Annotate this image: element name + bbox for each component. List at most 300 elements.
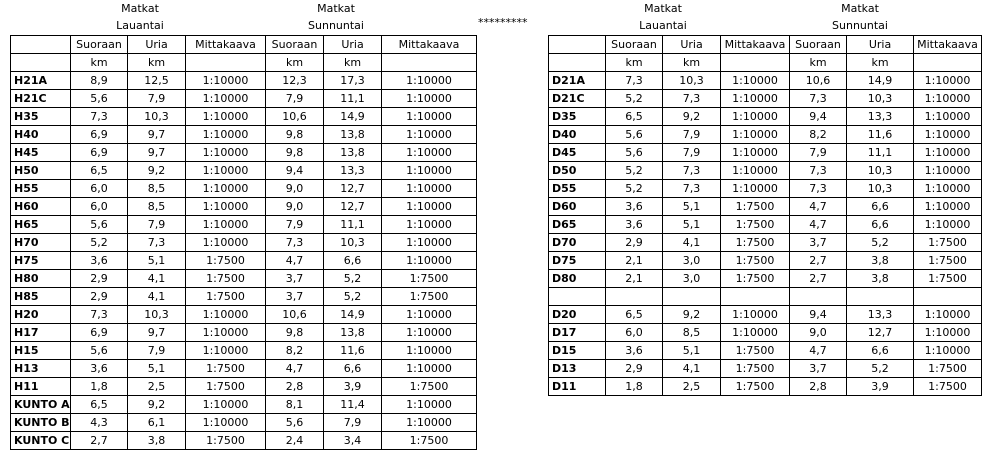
right-table-row-cell-6: 1:10000 [914,324,982,342]
right-units-row-cell-4: km [790,54,847,72]
right-table-row-cell-4: 9,4 [790,306,847,324]
left-table-row-cell-2: 10,3 [128,108,186,126]
left-table-row-cell-1: 2,9 [71,270,128,288]
table-row [11,432,477,450]
right-table-row-cell-4: 7,3 [790,90,847,108]
left-table-row-cell-6: 1:10000 [382,108,477,126]
right-table-row-cell-6: 1:7500 [914,270,982,288]
right-table-row-cell-5: 11,1 [847,144,914,162]
right-table-row-cell-0: D60 [549,198,606,216]
table-row [549,126,982,144]
left-table-row-cell-1: 8,9 [71,72,128,90]
left-table-row-cell-4: 8,1 [266,396,324,414]
left-table-row-cell-3: 1:10000 [186,306,266,324]
right-table-row-cell-0: D50 [549,162,606,180]
left-table-row-cell-5: 6,6 [324,360,382,378]
right-table-row-cell-2 [663,288,721,306]
right-table-row-cell-5: 13,3 [847,108,914,126]
right-table-row-cell-4: 2,8 [790,378,847,396]
right-table-row-cell-2: 5,1 [663,198,721,216]
table-row [11,378,477,396]
left-table-row-cell-3: 1:10000 [186,324,266,342]
table-row [549,234,982,252]
right-table-row-cell-1: 6,5 [606,306,663,324]
right-table-row-cell-4: 7,3 [790,180,847,198]
left-units-row-cell-4: km [266,54,324,72]
right-table-row-cell-4: 9,0 [790,324,847,342]
left-table-row-cell-5: 13,8 [324,324,382,342]
table-row [549,108,982,126]
right-table-row-cell-5: 11,6 [847,126,914,144]
left-table-row-cell-3: 1:10000 [186,162,266,180]
right-table-row-cell-4: 2,7 [790,252,847,270]
left-table-row-cell-1: 3,6 [71,360,128,378]
right-table-row-cell-2: 7,3 [663,162,721,180]
table-row [11,360,477,378]
left-table-row-cell-1: 3,6 [71,252,128,270]
right-table-row-cell-5: 3,8 [847,270,914,288]
left-table-row-cell-2: 7,9 [128,342,186,360]
left-table-row-cell-4: 2,8 [266,378,324,396]
right-table-row-cell-3: 1:10000 [721,306,790,324]
right-table-row-cell-4: 3,7 [790,360,847,378]
right-table-row-cell-4 [790,288,847,306]
left-table-row-cell-6: 1:10000 [382,234,477,252]
separator-stars: ********* [478,16,528,29]
right-column-header-row-cell-2: Uria [663,36,721,54]
table-row [11,72,477,90]
left-table-row-cell-2: 7,9 [128,90,186,108]
left-distance-table [10,35,477,450]
right-table-row-cell-6: 1:10000 [914,342,982,360]
left-table-row-cell-6: 1:10000 [382,180,477,198]
left-table-row-cell-2: 9,7 [128,324,186,342]
right-table-row-cell-2: 5,1 [663,216,721,234]
left-table-row-cell-6: 1:10000 [382,216,477,234]
left-table-row-cell-2: 12,5 [128,72,186,90]
left-table-row-cell-4: 7,9 [266,216,324,234]
table-row [11,90,477,108]
right-table-row-cell-6: 1:10000 [914,306,982,324]
left-saturday-title: Matkat [121,2,159,15]
left-table-row-cell-3: 1:10000 [186,90,266,108]
left-table-row-cell-0: H11 [11,378,71,396]
left-table-row-cell-0: H15 [11,342,71,360]
left-table-row-cell-6: 1:7500 [382,432,477,450]
table-row [11,324,477,342]
table-row [11,396,477,414]
right-table-row-cell-0: D21C [549,90,606,108]
right-sunday-title: Matkat [841,2,879,15]
left-table-row-cell-0: H70 [11,234,71,252]
table-row [11,108,477,126]
table-row [549,162,982,180]
left-table-row-cell-1: 7,3 [71,108,128,126]
right-table-row-cell-4: 10,6 [790,72,847,90]
left-table-row-cell-2: 9,7 [128,144,186,162]
table-row [11,162,477,180]
right-table-row-cell-2: 4,1 [663,360,721,378]
right-table-row-cell-1: 5,2 [606,162,663,180]
right-table-row-cell-6: 1:10000 [914,108,982,126]
left-table-row-cell-3: 1:10000 [186,396,266,414]
left-table-row-cell-3: 1:10000 [186,216,266,234]
left-table-row-cell-6: 1:7500 [382,378,477,396]
right-saturday-subtitle: Lauantai [639,19,687,32]
left-table-row-cell-0: H17 [11,324,71,342]
right-table-row-cell-5: 12,7 [847,324,914,342]
left-table-row-cell-3: 1:10000 [186,144,266,162]
left-table-row-cell-0: H45 [11,144,71,162]
left-table-row-cell-4: 3,7 [266,288,324,306]
left-table-row-cell-0: H85 [11,288,71,306]
left-table-row-cell-0: KUNTO C [11,432,71,450]
right-table-row-cell-6: 1:7500 [914,360,982,378]
right-table-row-cell-1: 3,6 [606,198,663,216]
right-table-row-cell-3: 1:7500 [721,216,790,234]
right-table-row-cell-6: 1:10000 [914,144,982,162]
left-table-row-cell-6: 1:10000 [382,162,477,180]
left-table-row-cell-0: H13 [11,360,71,378]
right-table-row-cell-2: 7,3 [663,90,721,108]
left-table-row-cell-3: 1:7500 [186,432,266,450]
left-table-row-cell-2: 9,2 [128,162,186,180]
left-table-row-cell-1: 1,8 [71,378,128,396]
left-table-row-cell-2: 5,1 [128,360,186,378]
table-row [549,360,982,378]
right-table-row-cell-1: 5,2 [606,180,663,198]
left-table-row-cell-4: 10,6 [266,108,324,126]
left-sunday-title: Matkat [317,2,355,15]
left-table-row-cell-6: 1:10000 [382,252,477,270]
left-table-row-cell-2: 5,1 [128,252,186,270]
left-table-row-cell-6: 1:10000 [382,198,477,216]
left-column-header-row-cell-6: Mittakaava [382,36,477,54]
left-table-row-cell-6: 1:10000 [382,90,477,108]
right-table-row-cell-5: 6,6 [847,216,914,234]
left-table-row-cell-2: 9,2 [128,396,186,414]
left-table-row-cell-0: H35 [11,108,71,126]
left-table-row-cell-5: 11,6 [324,342,382,360]
left-table-row-cell-6: 1:10000 [382,396,477,414]
right-table-row-cell-2: 10,3 [663,72,721,90]
left-table-row-cell-6: 1:7500 [382,288,477,306]
left-units-row-cell-3 [186,54,266,72]
left-table-row-cell-5: 13,8 [324,126,382,144]
right-table-row-cell-1: 5,6 [606,126,663,144]
right-table-row-cell-4: 4,7 [790,198,847,216]
right-table-row-cell-4: 4,7 [790,342,847,360]
right-table-row-cell-4: 9,4 [790,108,847,126]
left-table-row-cell-6: 1:10000 [382,144,477,162]
right-table-row-cell-5: 6,6 [847,342,914,360]
right-table-row-cell-4: 4,7 [790,216,847,234]
right-table-row-cell-3: 1:7500 [721,270,790,288]
right-table-row-cell-0: D13 [549,360,606,378]
right-table-row-cell-0 [549,288,606,306]
right-table-row-cell-0: D65 [549,216,606,234]
right-table-row-cell-1: 7,3 [606,72,663,90]
right-table-row-cell-3: 1:10000 [721,324,790,342]
left-table-row-cell-6: 1:10000 [382,414,477,432]
left-table-row-cell-3: 1:10000 [186,108,266,126]
right-table-row-cell-0: D11 [549,378,606,396]
left-table-row-cell-2: 4,1 [128,270,186,288]
left-table-row-cell-4: 3,7 [266,270,324,288]
table-row [549,198,982,216]
left-table-row-cell-1: 5,2 [71,234,128,252]
left-table-row-cell-0: H75 [11,252,71,270]
table-row [549,378,982,396]
right-table-row-cell-2: 4,1 [663,234,721,252]
right-table-row-cell-1: 6,0 [606,324,663,342]
right-table-row-cell-5: 10,3 [847,162,914,180]
right-table-row-cell-5: 6,6 [847,198,914,216]
right-table-row-cell-1 [606,288,663,306]
left-table-row-cell-5: 5,2 [324,270,382,288]
left-column-header-row-cell-0 [11,36,71,54]
right-column-header-row-cell-5: Uria [847,36,914,54]
table-row [549,90,982,108]
left-units-row-cell-5: km [324,54,382,72]
left-table-row-cell-5: 11,4 [324,396,382,414]
right-table-row-cell-6 [914,288,982,306]
left-units-row-cell-6 [382,54,477,72]
left-table-row-cell-1: 6,9 [71,324,128,342]
left-table-row-cell-0: H21C [11,90,71,108]
left-table-row-cell-3: 1:10000 [186,414,266,432]
left-table-row-cell-5: 11,1 [324,90,382,108]
left-table-row-cell-4: 2,4 [266,432,324,450]
right-table-row-cell-6: 1:10000 [914,180,982,198]
table-row [11,306,477,324]
right-table-row-cell-3: 1:10000 [721,144,790,162]
right-table-row-cell-2: 9,2 [663,108,721,126]
right-table-row-cell-6: 1:10000 [914,162,982,180]
right-table-row-cell-4: 7,3 [790,162,847,180]
right-units-row-cell-3 [721,54,790,72]
left-table-row-cell-1: 5,6 [71,342,128,360]
left-table-row-cell-1: 6,9 [71,144,128,162]
right-table-row-cell-1: 2,9 [606,360,663,378]
right-units-row-cell-1: km [606,54,663,72]
left-table-row-cell-4: 5,6 [266,414,324,432]
left-table-row-cell-5: 7,9 [324,414,382,432]
right-table-row-cell-6: 1:7500 [914,234,982,252]
right-table-row-cell-3: 1:7500 [721,198,790,216]
left-table-row-cell-5: 11,1 [324,216,382,234]
left-column-header-row-cell-2: Uria [128,36,186,54]
left-table-row-cell-6: 1:10000 [382,324,477,342]
table-row [11,234,477,252]
right-table-row-cell-3: 1:7500 [721,234,790,252]
right-table-row-cell-2: 2,5 [663,378,721,396]
right-table-row-cell-0: D80 [549,270,606,288]
left-column-header-row-cell-5: Uria [324,36,382,54]
left-table-row-cell-4: 9,0 [266,180,324,198]
right-table-row-cell-1: 3,6 [606,342,663,360]
left-table-row-cell-1: 5,6 [71,216,128,234]
left-table-row-cell-2: 9,7 [128,126,186,144]
right-table-row-cell-0: D35 [549,108,606,126]
left-table-row-cell-4: 9,8 [266,144,324,162]
right-table-row-cell-4: 8,2 [790,126,847,144]
left-table-row-cell-6: 1:10000 [382,342,477,360]
right-table-row-cell-2: 9,2 [663,306,721,324]
right-units-row-cell-0 [549,54,606,72]
left-table-row-cell-6: 1:10000 [382,360,477,378]
left-table-row-cell-0: H80 [11,270,71,288]
right-table-row-cell-0: D21A [549,72,606,90]
left-table-row-cell-4: 9,8 [266,126,324,144]
right-table-row-cell-2: 7,9 [663,144,721,162]
column-header-row [549,36,982,54]
right-column-header-row-cell-4: Suoraan [790,36,847,54]
left-table-row-cell-5: 6,6 [324,252,382,270]
left-table-row-cell-1: 6,9 [71,126,128,144]
table-row [11,252,477,270]
left-table-row-cell-1: 5,6 [71,90,128,108]
right-units-row-cell-2: km [663,54,721,72]
right-table-row-cell-6: 1:10000 [914,216,982,234]
table-row [11,126,477,144]
right-table-row-cell-6: 1:7500 [914,378,982,396]
table-row [549,144,982,162]
right-table-row-cell-2: 3,0 [663,252,721,270]
left-table-row-cell-4: 10,6 [266,306,324,324]
right-table-row-cell-4: 2,7 [790,270,847,288]
left-table-row-cell-5: 12,7 [324,198,382,216]
right-column-header-row-cell-3: Mittakaava [721,36,790,54]
right-table-row-cell-3: 1:10000 [721,108,790,126]
right-table-row-cell-3: 1:10000 [721,180,790,198]
table-row [549,306,982,324]
right-table-row-cell-5: 3,8 [847,252,914,270]
right-table-row-cell-4: 3,7 [790,234,847,252]
left-table-row-cell-0: H55 [11,180,71,198]
left-units-row-cell-1: km [71,54,128,72]
left-table-row-cell-5: 17,3 [324,72,382,90]
right-table-row-cell-1: 3,6 [606,216,663,234]
right-table-row-cell-5: 14,9 [847,72,914,90]
right-sunday-subtitle: Sunnuntai [832,19,888,32]
right-table-row-cell-3: 1:10000 [721,72,790,90]
left-table-row-cell-0: H21A [11,72,71,90]
right-table-row-cell-1: 1,8 [606,378,663,396]
left-table-row-cell-4: 4,7 [266,360,324,378]
right-table-row-cell-0: D55 [549,180,606,198]
left-units-row-cell-2: km [128,54,186,72]
right-table-row-cell-0: D75 [549,252,606,270]
left-table-row-cell-1: 6,5 [71,396,128,414]
left-table-row-cell-5: 14,9 [324,306,382,324]
table-row [11,144,477,162]
left-units-row-cell-0 [11,54,71,72]
left-table-row-cell-3: 1:10000 [186,180,266,198]
left-table-row-cell-1: 2,7 [71,432,128,450]
left-table-row-cell-2: 7,3 [128,234,186,252]
right-table-row-cell-1: 5,2 [606,90,663,108]
table-row [11,414,477,432]
right-table-row-cell-4: 7,9 [790,144,847,162]
left-sunday-subtitle: Sunnuntai [308,19,364,32]
table-row [549,324,982,342]
right-table-row-cell-5: 5,2 [847,234,914,252]
left-table-row-cell-4: 9,8 [266,324,324,342]
table-row [549,72,982,90]
right-table-row-cell-5: 13,3 [847,306,914,324]
right-units-row-cell-6 [914,54,982,72]
table-row [11,270,477,288]
right-table-row-cell-6: 1:7500 [914,252,982,270]
right-table-row-cell-3: 1:7500 [721,252,790,270]
left-table-row-cell-3: 1:7500 [186,360,266,378]
left-column-header-row-cell-1: Suoraan [71,36,128,54]
table-row [549,180,982,198]
left-table-row-cell-6: 1:10000 [382,306,477,324]
table-row [11,288,477,306]
right-table-row-cell-1: 2,1 [606,270,663,288]
right-table-row-cell-5: 10,3 [847,90,914,108]
left-table-row-cell-3: 1:10000 [186,72,266,90]
table-row [549,342,982,360]
table-row [549,216,982,234]
table-row [549,252,982,270]
left-column-header-row-cell-4: Suoraan [266,36,324,54]
right-table-row-cell-0: D17 [549,324,606,342]
left-table-row-cell-1: 2,9 [71,288,128,306]
left-table-row-cell-3: 1:7500 [186,270,266,288]
left-table-row-cell-2: 4,1 [128,288,186,306]
left-table-row-cell-4: 12,3 [266,72,324,90]
left-table-row-cell-2: 7,9 [128,216,186,234]
right-table-row-cell-1: 2,9 [606,234,663,252]
left-table-row-cell-6: 1:10000 [382,72,477,90]
left-table-row-cell-3: 1:10000 [186,342,266,360]
right-table-row-cell-3: 1:7500 [721,360,790,378]
left-table-row-cell-5: 3,4 [324,432,382,450]
left-table-row-cell-0: H40 [11,126,71,144]
left-table-row-cell-3: 1:10000 [186,198,266,216]
right-table-row-cell-6: 1:10000 [914,72,982,90]
right-table-row-cell-0: D40 [549,126,606,144]
right-column-header-row-cell-6: Mittakaava [914,36,982,54]
right-units-row-cell-5: km [847,54,914,72]
left-table-row-cell-1: 6,5 [71,162,128,180]
right-table-row-cell-0: D45 [549,144,606,162]
right-table-row-cell-1: 6,5 [606,108,663,126]
right-table-row-cell-2: 7,3 [663,180,721,198]
left-table-row-cell-2: 8,5 [128,180,186,198]
right-table-row-cell-2: 3,0 [663,270,721,288]
left-table-row-cell-0: KUNTO B [11,414,71,432]
left-table-row-cell-4: 7,9 [266,90,324,108]
right-table-row-cell-1: 2,1 [606,252,663,270]
left-table-row-cell-3: 1:7500 [186,288,266,306]
right-table-row-cell-3: 1:7500 [721,342,790,360]
units-row [549,54,982,72]
column-header-row [11,36,477,54]
left-table-row-cell-5: 13,3 [324,162,382,180]
right-table-row-cell-0: D20 [549,306,606,324]
left-table-row-cell-2: 3,8 [128,432,186,450]
right-table-row-cell-3: 1:10000 [721,162,790,180]
right-table-row-cell-5: 5,2 [847,360,914,378]
right-table-row-cell-0: D15 [549,342,606,360]
left-table-row-cell-4: 4,7 [266,252,324,270]
left-table-row-cell-2: 2,5 [128,378,186,396]
right-distance-table [548,35,982,396]
